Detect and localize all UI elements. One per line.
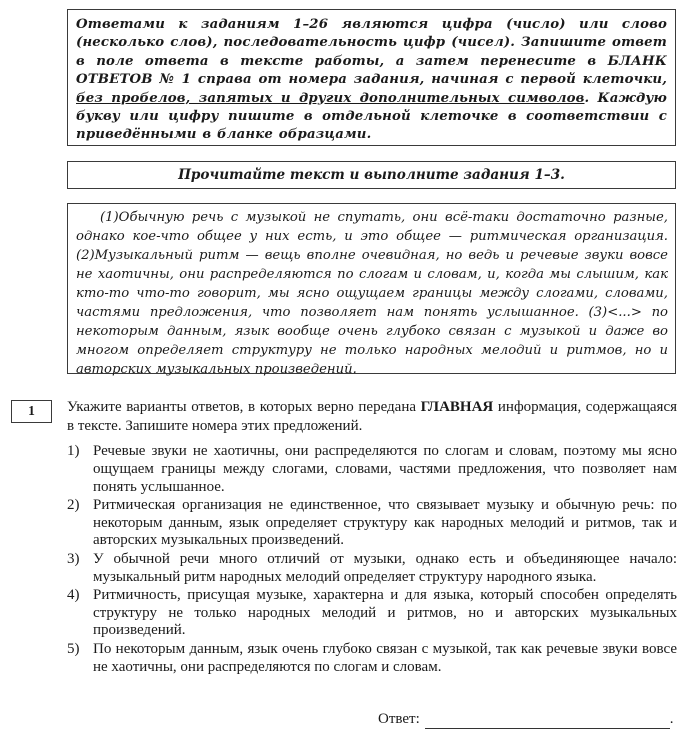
option-text: У обычной речи много отличий от музыки, однако есть и объединяющее начало: музыкальный ритм народных мелодий определяет структуру народного языка. <box>93 550 677 585</box>
instructions-box <box>67 9 676 146</box>
option-number: 3) <box>67 550 80 567</box>
answer-label: Ответ: <box>378 711 420 727</box>
option-number: 2) <box>67 496 80 513</box>
answer-option <box>67 497 677 550</box>
option-number: 1) <box>67 443 80 459</box>
instructions-text: Ответами к заданиям 1–26 являются цифра (число) или слово (несколько слов), последовательность цифр (чисел). Запишите ответ в поле ответа в тексте работы, а затем перенесите в БЛАНК ОТВЕТОВ № 1 справа от номера задания, начиная с первой клеточки, <box>76 17 667 88</box>
option-text: По некоторым данным, язык очень глубоко связан с музыкой, так как речевые звуки вовсе не хаотичны, они распределяются по слогам и словам. <box>93 640 677 675</box>
task-prompt-emphasis: ГЛАВНАЯ <box>420 399 494 415</box>
instructions-text-end: . Каждую букву или цифру пишите в отдельной клеточке в соответствии с приведёнными в бланке образцами. <box>76 90 667 143</box>
answer-option <box>67 641 677 677</box>
passage-text: (1)Обычную речь с музыкой не спутать, они всё-таки достаточно разные, однако кое-что общее у них есть, и это общее — ритмическая организация. (2)Музыкальный ритм — вещь вполне очевидная, но ведь и речевые звуки вовсе не хаотичны, они распределяются по слогам и словам, и, когда мы слышим, как кто-то что-то говорит, мы ясно ощущаем границы между слогами, словами, частями предложения, что позволяет нам понять услышанное. (3)<...> по некоторым данным, язык вообще очень глубоко связан с музыкой и даже во многом определяет структуру не только народных мелодий и ритмов, но и авторских музыкальных произведений. <box>76 210 668 377</box>
answer-option <box>67 551 677 587</box>
option-number: 4) <box>67 586 80 603</box>
read-task-heading: Прочитайте текст и выполните задания 1–3. <box>67 161 676 189</box>
task-number-badge: 1 <box>11 400 52 423</box>
task-prompt-text: Укажите варианты ответов, в которых верно передана <box>67 399 421 415</box>
task-prompt-text-end: информация, содержащаяся в тексте. Запишите номера этих предложений. <box>67 399 678 434</box>
answer-row <box>378 709 678 729</box>
option-number: 5) <box>67 640 80 657</box>
answer-end-period: . <box>669 711 674 727</box>
answer-field[interactable] <box>425 712 670 729</box>
instructions-underlined-text: без пробелов, запятых и других дополнительных символов <box>76 90 585 106</box>
answer-option <box>67 587 677 640</box>
option-text: Ритмичность, присущая музыке, характерна и для языка, который способен определять структуру не только народных мелодий и ритмов, но и авторских музыкальных произведений. <box>93 586 677 639</box>
answer-options-list <box>67 443 677 677</box>
task-prompt <box>67 398 677 436</box>
option-text: Ритмическая организация не единственное, что связывает музыку и обычную речь: по некоторым данным, язык определяет структуру как народных мелодий и ритмов, так и авторских музыкальных произведений. <box>93 496 677 549</box>
option-text: Речевые звуки не хаотичны, они распределяются по слогам и словам, поэтому мы ясно ощущаем границы между слогами, словами, частями предложения, что позволяет нам понять услышанное. <box>93 443 677 495</box>
answer-option <box>67 443 677 496</box>
passage-box <box>67 203 676 377</box>
